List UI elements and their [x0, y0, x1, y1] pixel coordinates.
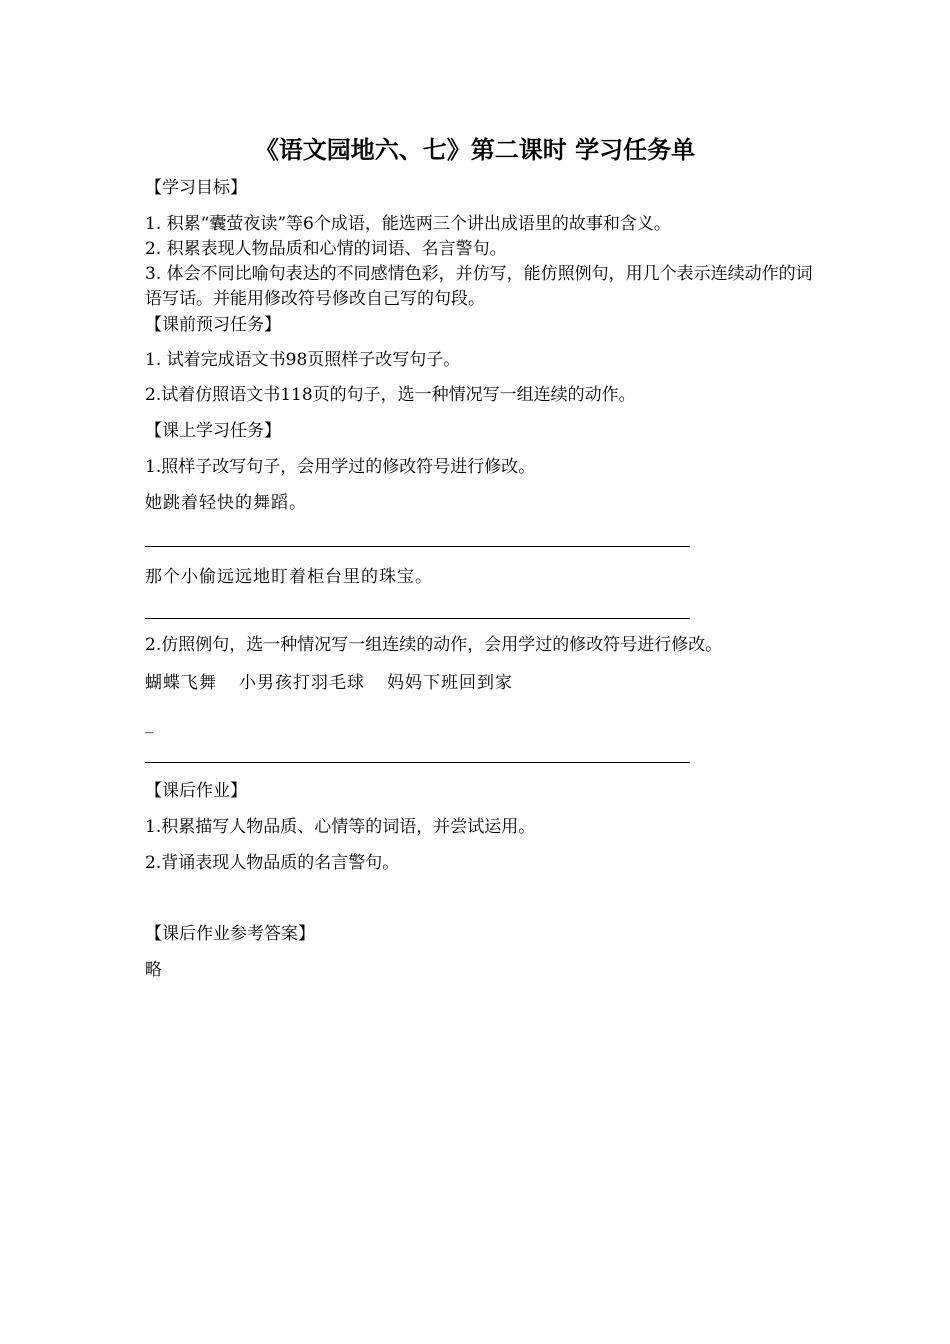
homework-item-1: 1.积累描写人物品质、心情等的词语，并尝试运用。	[145, 817, 536, 837]
goal-item-1: 1. 积累“囊萤夜读”等6个成语，能选两三个讲出成语里的故事和含义。	[145, 214, 671, 234]
page-title: 《语文园地六、七》第二课时 学习任务单	[254, 136, 696, 164]
preview-item-1: 1. 试着完成语文书98页照样子改写句子。	[145, 350, 461, 370]
underscore-mark: _	[145, 714, 154, 734]
homework-heading: 【课后作业】	[145, 781, 247, 801]
example-sentence-1: 她跳着轻快的舞蹈。	[145, 493, 307, 513]
goal-item-2: 2. 积累表现人物品质和心情的词语、名言警句。	[145, 239, 507, 259]
preview-item-2: 2.试着仿照语文书118页的句子，选一种情况写一组连续的动作。	[145, 385, 636, 405]
situation-options	[145, 671, 513, 695]
preview-heading: 【课前预习任务】	[145, 315, 281, 335]
classwork-heading: 【课上学习任务】	[145, 421, 281, 441]
answers-text: 略	[145, 960, 162, 980]
answers-heading: 【课后作业参考答案】	[145, 924, 315, 944]
goal-item-3: 3. 体会不同比喻句表达的不同感情色彩，并仿写，能仿照例句，用几个表示连续动作的词语写话。并能用修改符号修改自己写的句段。	[145, 264, 813, 309]
option-mom-home: 妈妈下班回到家	[387, 673, 513, 693]
classwork-task-2: 2.仿照例句，选一种情况写一组连续的动作，会用学过的修改符号进行修改。	[145, 635, 723, 655]
example-sentence-2: 那个小偷远远地盯着柜台里的珠宝。	[145, 567, 433, 587]
homework-item-2: 2.背诵表现人物品质的名言警句。	[145, 853, 400, 873]
option-butterfly: 蝴蝶飞舞	[145, 673, 217, 693]
answer-line-1	[145, 546, 690, 547]
option-boy-badminton: 小男孩打羽毛球	[239, 673, 365, 693]
classwork-task-1: 1.照样子改写句子，会用学过的修改符号进行修改。	[145, 457, 536, 477]
answer-line-2	[145, 618, 690, 619]
goals-heading: 【学习目标】	[145, 178, 247, 198]
answer-line-3	[145, 762, 690, 763]
